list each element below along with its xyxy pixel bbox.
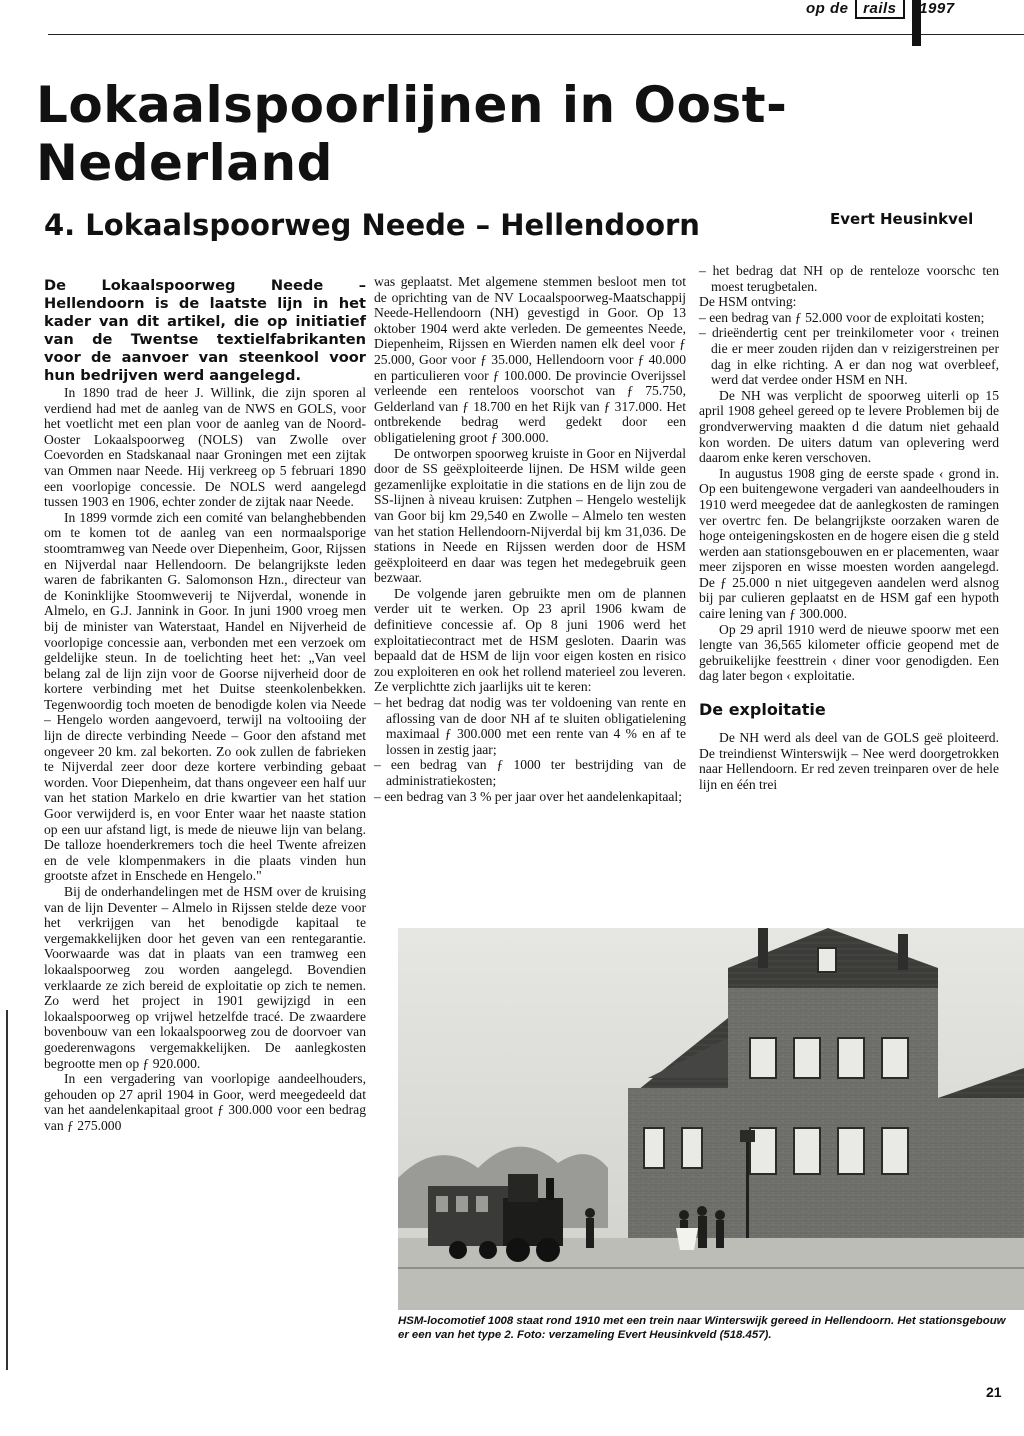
payment-list bbox=[374, 695, 686, 804]
paragraph: De ontworpen spoorweg kruiste in Goor en Nijverdal door de SS geëxploiteerde lijnen. De HSM wilde geen gezamenlijke exploitatie in die stations en de lijn zou de SS-lijnen à niveau kruisen: Zutphen – Hengelo westelijk van Goor bij km 29,540 en Zwolle – Almelo ten westen van het station Hellendoorn-Nijverdal bij km 31,036. De stations in Neede en Rijssen werden door de HSM geëxploiteerd en daar was tegen het medegebruik geen bezwaar. bbox=[374, 445, 686, 586]
article-title: Lokaalspoorlijnen in Oost-Nederland bbox=[36, 76, 788, 192]
paragraph: In augustus 1908 ging de eerste spade ‹ grond in. Op een buitengewone vergaderi van aandeelhouders in 1910 werd meegedee dat de aanlegkosten de ramingen ver overtrc fen. De belangrijkste oorzaken waren de hoge onteigeningskosten en de hogere eisen die g steld werden aan stationsgebouwen en er placementen, waar meer zijsporen en wisse moesten worden aangelegd. De ƒ 25.000 n niet uitgegeven aandelen werd alsnog bij par culieren geplaatst en de HSM gaf een hypoth caire lening van ƒ 300.000. bbox=[699, 465, 999, 622]
list-item: – een bedrag van ƒ 1000 ter bestrijding van de administratiekosten; bbox=[374, 757, 686, 788]
list-item: – drieëndertig cent per treinkilometer voor ‹ treinen die er meer zouden rijden dan v reizigerstreinen per dag in elke richting. A er dan nog wat overbleef, werd dat verdee onder HSM en NH. bbox=[699, 325, 999, 387]
photo-caption bbox=[398, 1314, 1024, 1342]
header-rule bbox=[48, 34, 1024, 35]
article-author: Evert Heusinkvel bbox=[830, 210, 974, 228]
list-item: – het bedrag dat NH op de renteloze voorschc ten moest terugbetalen. bbox=[699, 263, 999, 294]
paragraph: Bij de onderhandelingen met de HSM over de kruising van de lijn Deventer – Almelo in Rijssen stelde deze voor het verkrijgen van het benodigde kapitaal te vergemakkelijken door het geven van een rentegarantie. Voorwaarde was dat in plaats van een tramweg een lokaalspoorweg zou worden aangelegd. Bovendien verklaarde ze zich bereid de exploitatie op zich te nemen. Zo werd het project in 1901 gewijzigd in een lokaalspoorweg op vrijwel hetzelfde tracé. De zwaardere bovenbouw van een lokaalspoorweg zou de doorvoer van goederenwagons vergemakkelijken. De aanlegkosten begrootte men op ƒ 920.000. bbox=[44, 884, 366, 1071]
page-number: 21 bbox=[986, 1384, 1002, 1400]
station-photo bbox=[398, 928, 1024, 1310]
paragraph: De NH was verplicht de spoorweg uiterli op 15 april 1908 geheel gereed op te levere Problemen bij de grondverwerving maakten d die datum niet gehaald kon worden. De uiters datum van oplevering werd daarom enke keren verschoven. bbox=[699, 387, 999, 466]
list-item: – een bedrag van ƒ 52.000 voor de exploitati kosten; bbox=[699, 310, 999, 326]
payment-list-continued bbox=[699, 263, 999, 294]
paragraph: De HSM ontving: bbox=[699, 294, 797, 310]
paragraph: De NH werd als deel van de GOLS geë ploiteerd. De treindienst Winterswijk – Nee werd doorgetrokken naar Hellendoorn. Er red zeven treinparen over de hele lijn en één trei bbox=[699, 730, 999, 792]
article-subtitle: 4. Lokaalspoorweg Neede – Hellendoorn bbox=[44, 208, 700, 242]
paragraph: was geplaatst. Met algemene stemmen besloot men tot de oprichting van de NV Locaalspoorweg-Maatschappij Neede-Hellendoorn (NH) gevestigd in Goor. Op 13 oktober 1904 werd akte verleden. De gemeentes Neede, Diepenheim, Rijssen en Wierden namen elk deel voor ƒ 25.000, Goor voor ƒ 35.000, Hellendoorn voor ƒ 40.000 en particulieren voor ƒ 100.000. De provincie Overijssel verleende een renteloos voorschot van ƒ 75.750, Gelderland van ƒ 18.700 en het Rijk van ƒ 317.000. Het ontbrekende bedrag werd gedekt door een obligatielening groot ƒ 300.000. bbox=[374, 274, 686, 445]
list-item: – het bedrag dat nodig was ter voldoening van rente en aflossing van de door NH af te sluiten obligatielening maximaal ƒ 300.000 met een rente van 4 % en af te lossen in zestig jaar; bbox=[374, 695, 686, 757]
column-3 bbox=[699, 263, 999, 792]
paragraph: Op 29 april 1910 werd de nieuwe spoorw met een lengte van 36,565 kilometer officie geopend met de gebruikelijke feesttrein ‹ diner voor genodigden. Een dag later begon ‹ exploitatie. bbox=[699, 621, 999, 684]
caption-line: HSM-locomotief 1008 staat rond 1910 met een trein naar Winterswijk gereed in Hellendoorn. Het stationsgebouw bbox=[398, 1315, 1006, 1327]
column-1 bbox=[44, 277, 366, 1134]
article-lead: De Lokaalspoorweg Neede – Hellendoorn is de laatste lijn in het kader van dit artikel, die op initiatief van de Twentse textielfabrikanten voor de aanvoer van steenkool voor hun bedrijven werd aangelegd. bbox=[44, 277, 366, 384]
publication-year: 1997 bbox=[919, 0, 955, 17]
hsm-income-list bbox=[699, 310, 999, 388]
caption-line: er een van het type 2. Foto: verzameling Evert Heusinkveld (518.457). bbox=[398, 1329, 772, 1341]
list-item: – een bedrag van 3 % per jaar over het aandelenkapitaal; bbox=[374, 789, 686, 805]
paragraph: De volgende jaren gebruikte men om de plannen verder uit te werken. Op 23 april 1906 kwam de definitieve concessie af. Op 8 juni 1906 werd het exploitatiecontract met de HSM gesloten. Daarin was bepaald dat de HSM de lijn voor eigen kosten en risico zou exploiteren en ook het rollend materieel zou leveren. Ze verplichtte zich jaarlijks uit te keren: bbox=[374, 585, 686, 695]
column-2 bbox=[374, 274, 686, 804]
paragraph: In 1890 trad de heer J. Willink, die zijn sporen al verdiend had met de aanleg van de NWS en GOLS, voor het voetlicht met een plan voor de aanleg van de Noord-Ooster Lokaalspoorweg (NOLS) van Zwolle over Coevorden en Stadskanaal naar Groningen met een zijtak van Ommen naar Neede. Hij verkreeg op 5 februari 1890 een voorlopige concessie. De NOLS werd aangelegd tussen 1903 en 1906, echter zonder de zijtak naar Neede. bbox=[44, 385, 366, 510]
scan-artifact bbox=[6, 1010, 8, 1370]
publication-header bbox=[806, 0, 955, 17]
publication-name: rails bbox=[855, 0, 904, 19]
section-heading: De exploitatie bbox=[699, 700, 826, 720]
paragraph: In een vergadering van voorlopige aandeelhouders, gehouden op 27 april 1904 in Goor, werd meegedeeld dat van het aandelenkapitaal groot ƒ 300.000 voor een bedrag van ƒ 275.000 bbox=[44, 1071, 366, 1133]
paragraph: In 1899 vormde zich een comité van belanghebbenden om te komen tot de aanleg van een normaalsporige stoomtramweg van Neede over Diepenheim, Goor, Rijssen en Nijverdal naar Hellendoorn. De belangrijkste leden waren de fabrikanten G. Salomonson Hzn., directeur van de Koninklijke Stoomweverij te Nijverdal, wonende in Almelo, en G.J. Jannink in Goor. In juni 1900 vroeg men bij de minister van Waterstaat, Handel en Nijverheid de voorlopige concessie aan, verbonden met een verzoek om geldelijke steun. In de toelichting heet het: „Van veel belang zal de lijn zijn voor de Goorse nijverheid door de kortere verbinding met het Duitse steenkolenbekken. Tegenwoordig toch moeten de benodigde kolen via Neede – Hengelo worden aangevoerd, terwijl na voltooiing der lijn de directe verbinding Neede – Goor den afstand met ongeveer 20 km. zal bekorten. Zo ook zullen de fabrieken te Nijverdal zeer door deze kortere verbinding gebaat worden. Voor Diepenheim, dat thans ongeveer een half uur van het station Markelo en drie kwartier van het station Goor verwijderd is, en voor Enter waar het naaste station op een uur afstand ligt, is mede de nieuwe lijn van belang. De talloze hoenderkremers toch die heel Twente afreizen en de vele klompenmakers in die plaats vinden hun grootste afzet in Enschede en Hengelo." bbox=[44, 509, 366, 884]
publication-prefix: op de bbox=[806, 0, 849, 17]
